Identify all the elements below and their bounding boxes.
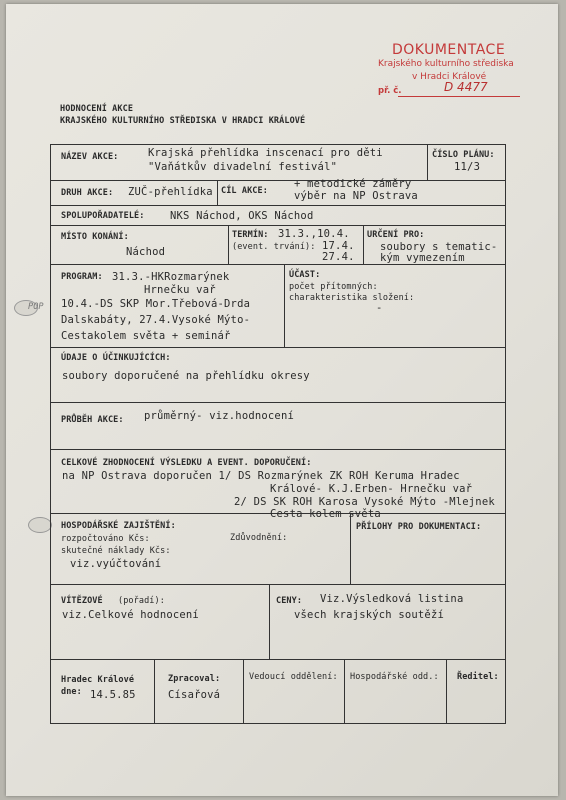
row-divider <box>50 402 506 403</box>
overall-evaluation-line: na NP Ostrava doporučen 1/ DS Rozmarýnek ZK ROH Keruma Hradec <box>62 470 460 482</box>
performers-label: ÚDAJE O ÚČINKUJÍCÍCH: <box>61 353 171 363</box>
prepared-by-label: Zpracoval: <box>168 674 221 684</box>
punch-hole-bottom <box>28 517 52 533</box>
justification-label: Zdůvodnění: <box>230 533 288 543</box>
venue-value: Náchod <box>126 246 166 258</box>
col-divider <box>269 584 270 659</box>
budgeted-label: rozpočtováno Kčs: <box>61 534 150 544</box>
event-goal-value-line1: + metodické záměry <box>294 178 412 190</box>
col-divider <box>228 225 229 264</box>
winners-label: VÍTĚZOVÉ <box>61 596 103 606</box>
attendance-composition-label: charakteristika složení: <box>289 293 415 303</box>
co-organizers-value: NKS Náchod, OKS Náchod <box>170 210 314 222</box>
overall-evaluation-line: Cesta kolem světa <box>270 508 381 520</box>
col-divider <box>350 513 351 584</box>
event-name-value-line1: Krajská přehlídka inscenací pro děti <box>148 147 383 159</box>
event-type-value: ZUČ-přehlídka <box>128 186 213 198</box>
date-term-value-line1: 31.3.,10.4. <box>278 228 350 240</box>
event-type-label: DRUH AKCE: <box>61 188 114 198</box>
margin-note: POP <box>28 302 44 312</box>
financial-value: viz.vyúčtování <box>70 558 162 570</box>
header-line1: HODNOCENÍ AKCE <box>60 104 134 114</box>
stamp-line1: Krajského kulturního střediska <box>378 59 514 69</box>
stamp-line2: v Hradci Králové <box>412 72 487 82</box>
winners-sublabel: (pořadí): <box>118 596 165 606</box>
event-name-label: NÁZEV AKCE: <box>61 152 119 162</box>
col-divider <box>154 659 155 723</box>
stamp-title: DOKUMENTACE <box>392 42 506 58</box>
actual-costs-label: skutečné náklady Kčs: <box>61 546 171 556</box>
col-divider <box>427 144 428 180</box>
intended-for-value-line2: kým vymezením <box>380 252 465 264</box>
row-divider <box>50 205 506 206</box>
event-progress-label: PRŮBĚH AKCE: <box>61 415 124 425</box>
row-divider <box>50 225 506 226</box>
prizes-value-line2: všech krajských soutěží <box>294 609 444 621</box>
stamp-number-line <box>398 96 520 97</box>
co-organizers-label: SPOLUPOŘADATELÉ: <box>61 211 145 221</box>
attendance-value: - <box>376 302 383 314</box>
row-divider <box>50 180 506 181</box>
prizes-label: CENY: <box>276 596 303 606</box>
col-divider <box>217 180 218 205</box>
venue-label: MÍSTO KONÁNÍ: <box>61 232 129 242</box>
stamp-number-value: D 4477 <box>444 80 488 94</box>
event-goal-value-line2: výběr na NP Ostrava <box>294 190 418 202</box>
program-line: Cestakolem světa + seminář <box>61 330 231 342</box>
header-line2: KRAJSKÉHO KULTURNÍHO STŘEDISKA V HRADCI KRÁLOVÉ <box>60 116 306 126</box>
row-divider <box>50 659 506 660</box>
row-divider <box>50 449 506 450</box>
row-divider <box>50 347 506 348</box>
attachments-label: PŘÍLOHY PRO DOKUMENTACI: <box>356 522 482 532</box>
col-divider <box>446 659 447 723</box>
overall-evaluation-line: Králové- K.J.Erben- Hrnečku vař <box>270 483 473 495</box>
plan-number-value: 11/3 <box>454 161 481 173</box>
col-divider <box>344 659 345 723</box>
col-divider <box>284 264 285 347</box>
prepared-by-value: Císařová <box>168 689 221 701</box>
event-goal-label: CÍL AKCE: <box>221 186 268 196</box>
program-line: Dalskabáty, 27.4.Vysoké Mýto- <box>61 314 251 326</box>
date-term-sublabel: (event. trvání): <box>232 242 316 252</box>
program-line: 31.3.-HKRozmarýnek <box>112 271 230 283</box>
date-term-value-line3: 27.4. <box>322 251 355 263</box>
program-line: Hrnečku vař <box>144 284 216 296</box>
date-term-value-line2: 17.4. <box>322 240 355 252</box>
place-label: Hradec Králové <box>61 675 135 685</box>
event-name-value-line2: "Vaňátkův divadelní festivál" <box>148 161 338 173</box>
plan-number-label: ČÍSLO PLÁNU: <box>432 150 495 160</box>
col-divider <box>363 225 364 264</box>
program-label: PROGRAM: <box>61 272 103 282</box>
financial-label: HOSPODÁŘSKÉ ZAJIŠTĚNÍ: <box>61 521 176 531</box>
row-divider <box>50 264 506 265</box>
date-term-label: TERMÍN: <box>232 230 269 240</box>
date-value: 14.5.85 <box>90 689 136 701</box>
program-line: 10.4.-DS SKP Mor.Třebová-Drda <box>61 298 251 310</box>
event-progress-value: průměrný- viz.hodnocení <box>144 410 294 422</box>
document-page <box>6 4 558 796</box>
attendance-label: ÚČAST: <box>289 270 321 280</box>
performers-value: soubory doporučené na přehlídku okresy <box>62 370 310 382</box>
col-divider <box>243 659 244 723</box>
prizes-value-line1: Viz.Výsledková listina <box>320 593 464 605</box>
overall-evaluation-line: 2/ DS SK ROH Karosa Vysoké Mýto -Mlejnek <box>234 496 495 508</box>
row-divider <box>50 584 506 585</box>
stamp-number-label: př. č. <box>378 86 402 96</box>
intended-for-value-line1: soubory s tematic- <box>380 241 498 253</box>
intended-for-label: URČENÍ PRO: <box>367 230 425 240</box>
finance-dept-label: Hospodářské odd.: <box>350 672 439 682</box>
department-head-label: Vedoucí oddělení: <box>249 672 338 682</box>
date-label: dne: <box>61 687 82 697</box>
winners-value: viz.Celkové hodnocení <box>62 609 199 621</box>
attendance-count-label: počet přítomných: <box>289 282 378 292</box>
overall-evaluation-label: CELKOVÉ ZHODNOCENÍ VÝSLEDKU A EVENT. DOPORUČENÍ: <box>61 458 312 468</box>
director-label: Ředitel: <box>457 672 499 682</box>
